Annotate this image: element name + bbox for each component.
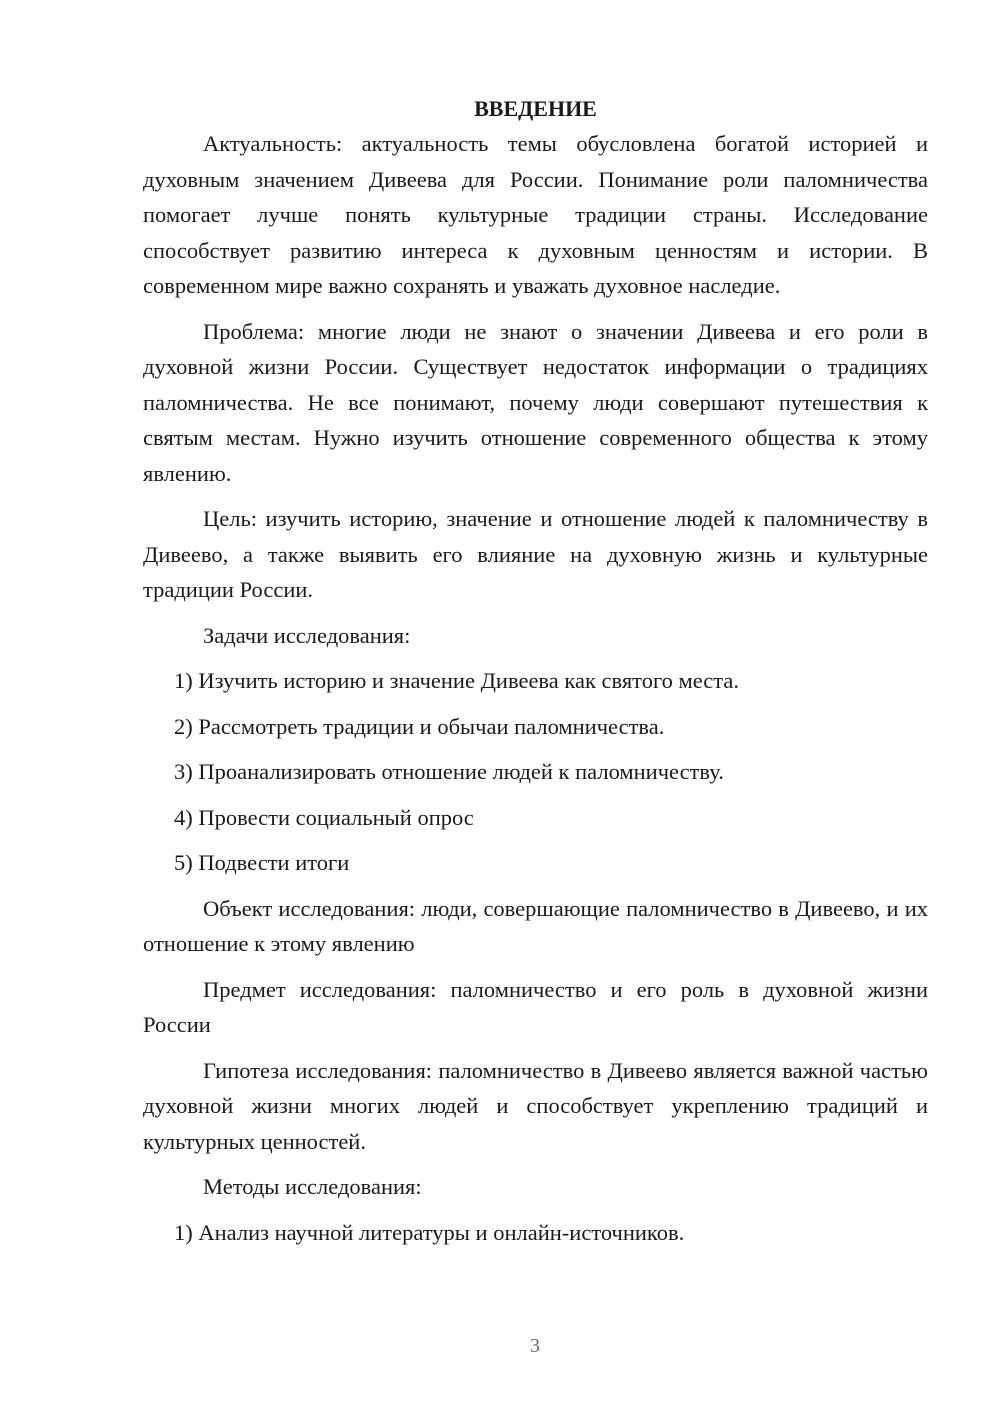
- paragraph-relevance: Актуальность: актуальность темы обусловлена богатой историей и духовным значением Дивеева для России. Понимание роли паломничества помогает лучше понять культурные традиции страны. Исследование способствует развитию интереса к духовным ценностям и истории. В современном мире важно сохранять и уважать духовное наследие.: [143, 131, 928, 298]
- tasks-heading: Задачи исследования:: [203, 622, 411, 648]
- paragraph-problem: Проблема: многие люди не знают о значении Дивеева и его роли в духовной жизни России. Существует недостаток информации о традициях паломничества. Не все понимают, почему люди совершают путешествия к святым местам. Нужно изучить отношение современного общества к этому явлению.: [143, 318, 928, 486]
- methods-heading: Методы исследования:: [203, 1174, 422, 1199]
- document-page: [143, 92, 928, 1260]
- list-item: 4) Провести социальный опрос: [174, 804, 474, 830]
- methods-list: [143, 1215, 928, 1251]
- document-title: ВВЕДЕНИЕ: [474, 96, 597, 121]
- page-number: 3: [530, 1335, 540, 1357]
- list-item: 5) Подвести итоги: [174, 850, 350, 875]
- list-item: 3) Проанализировать отношение людей к паломничеству.: [174, 759, 724, 784]
- paragraph-hypothesis: Гипотеза исследования: паломничество в Дивеево является важной частью духовной жизни многих людей и способствует укреплению традиций и культурных ценностей.: [143, 1057, 928, 1154]
- list-item: 2) Рассмотреть традиции и обычаи паломничества.: [174, 713, 665, 739]
- paragraph-object: Объект исследования: люди, совершающие паломничество в Дивеево, и их отношение к этому явлению: [143, 895, 928, 956]
- list-item: 1) Анализ научной литературы и онлайн-источников.: [174, 1219, 685, 1245]
- tasks-list: [143, 663, 928, 881]
- list-item: 1) Изучить историю и значение Дивеева как святого места.: [174, 668, 739, 693]
- paragraph-subject: Предмет исследования: паломничество и его роль в духовной жизни России: [143, 976, 928, 1037]
- paragraph-goal: Цель: изучить историю, значение и отношение людей к паломничеству в Дивеево, а также выявить его влияние на духовную жизнь и культурные традиции России.: [143, 506, 928, 602]
